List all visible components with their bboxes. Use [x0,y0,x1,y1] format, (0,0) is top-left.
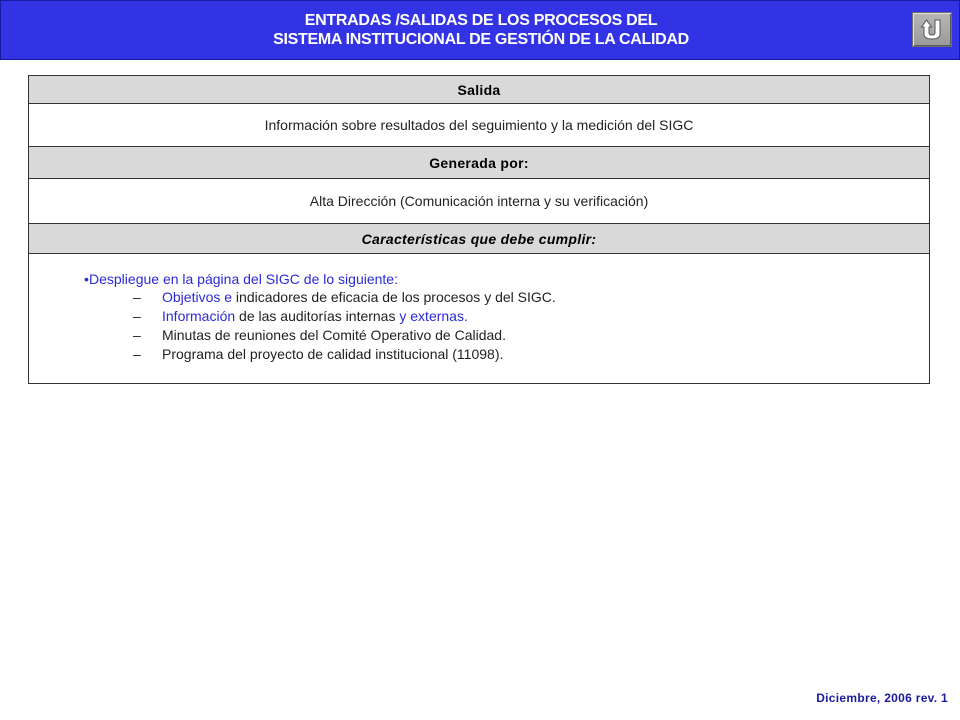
sub-item-text: indicadores de eficacia de los procesos y del SIGC. [232,289,556,305]
salida-value: Información sobre resultados del seguimiento y la medición del SIGC [29,104,929,147]
title-banner [0,0,960,60]
caracteristicas-header: Características que debe cumplir: [29,224,929,254]
u-turn-return-icon [920,17,944,41]
revision-footer: Diciembre, 2006 rev. 1 [816,691,948,705]
sub-item-text: Minutas de reuniones del Comité Operativo de Calidad. [162,327,506,343]
dash-symbol: – [133,327,141,343]
generada-value: Alta Dirección (Comunicación interna y su verificación) [29,179,929,224]
sub-item-link[interactable]: Objetivos e [162,289,233,305]
sub-item-link[interactable]: Información [162,308,236,324]
salida-header: Salida [29,76,929,104]
bullet-symbol: • [84,271,89,287]
io-table [28,75,930,384]
bullet-item [29,270,929,288]
page-title-line-2: SISTEMA INSTITUCIONAL DE GESTIÓN DE LA CALIDAD [273,31,689,48]
page-title-line-1: ENTRADAS /SALIDAS DE LOS PROCESOS DEL [304,12,658,29]
generada-header: Generada por: [29,147,929,179]
dash-symbol: – [133,308,141,324]
sub-item-programa [29,345,929,364]
sub-item-minutas [29,326,929,345]
sub-item-informacion [29,307,929,326]
page-title [1,11,960,49]
sub-item-objetivos [29,288,929,307]
sub-item-text: Programa del proyecto de calidad institucional (11098). [162,346,504,362]
dash-symbol: – [133,289,141,305]
caracteristicas-content [29,254,929,383]
bullet-text: Despliegue en la página del SIGC de lo siguiente: [89,271,398,287]
sub-item-link[interactable]: y externas. [399,308,468,324]
dash-symbol: – [133,346,141,362]
back-button[interactable] [912,12,952,47]
sub-item-text: de las auditorías internas [235,308,400,324]
